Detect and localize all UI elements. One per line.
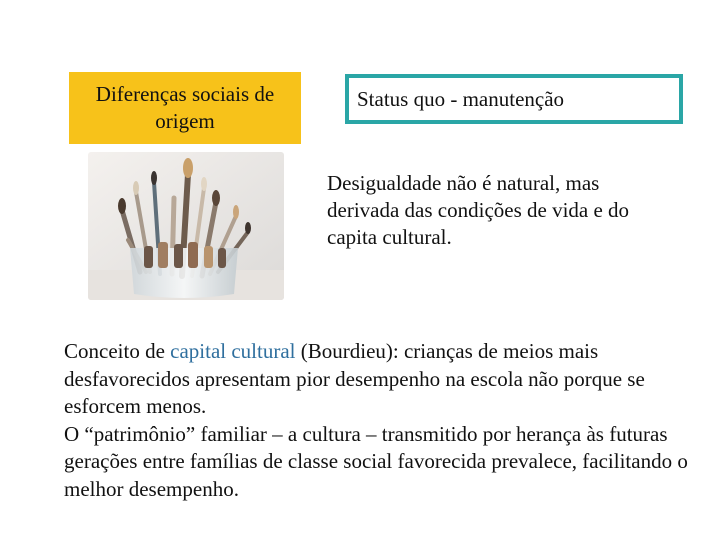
concept-line	[64, 338, 694, 421]
concept-rest: (Bourdieu): crianças de meios mais desfavorecidos apresentam pior desempenho na escola não porque se esforcem menos.	[64, 339, 645, 418]
concept-lead: Conceito de	[64, 339, 171, 363]
origin-differences-label: Diferenças sociais de origem	[95, 82, 275, 133]
inequality-statement	[327, 170, 657, 251]
inequality-text: Desigualdade não é natural, mas derivada das condições de vida e do capita cultural.	[327, 171, 630, 249]
status-quo-label: Status quo - manutenção	[357, 86, 565, 111]
paintbrushes-image	[88, 152, 284, 300]
status-quo-box	[345, 74, 683, 124]
cultural-capital-paragraph	[64, 338, 694, 503]
heritage-text: O “patrimônio” familiar – a cultura – transmitido por herança às futuras gerações entre famílias de classe social favorecida prevalece, facilitando o melhor desempenho.	[64, 421, 688, 501]
origin-differences-box	[69, 72, 301, 144]
cultural-capital-term: capital cultural	[170, 339, 296, 363]
